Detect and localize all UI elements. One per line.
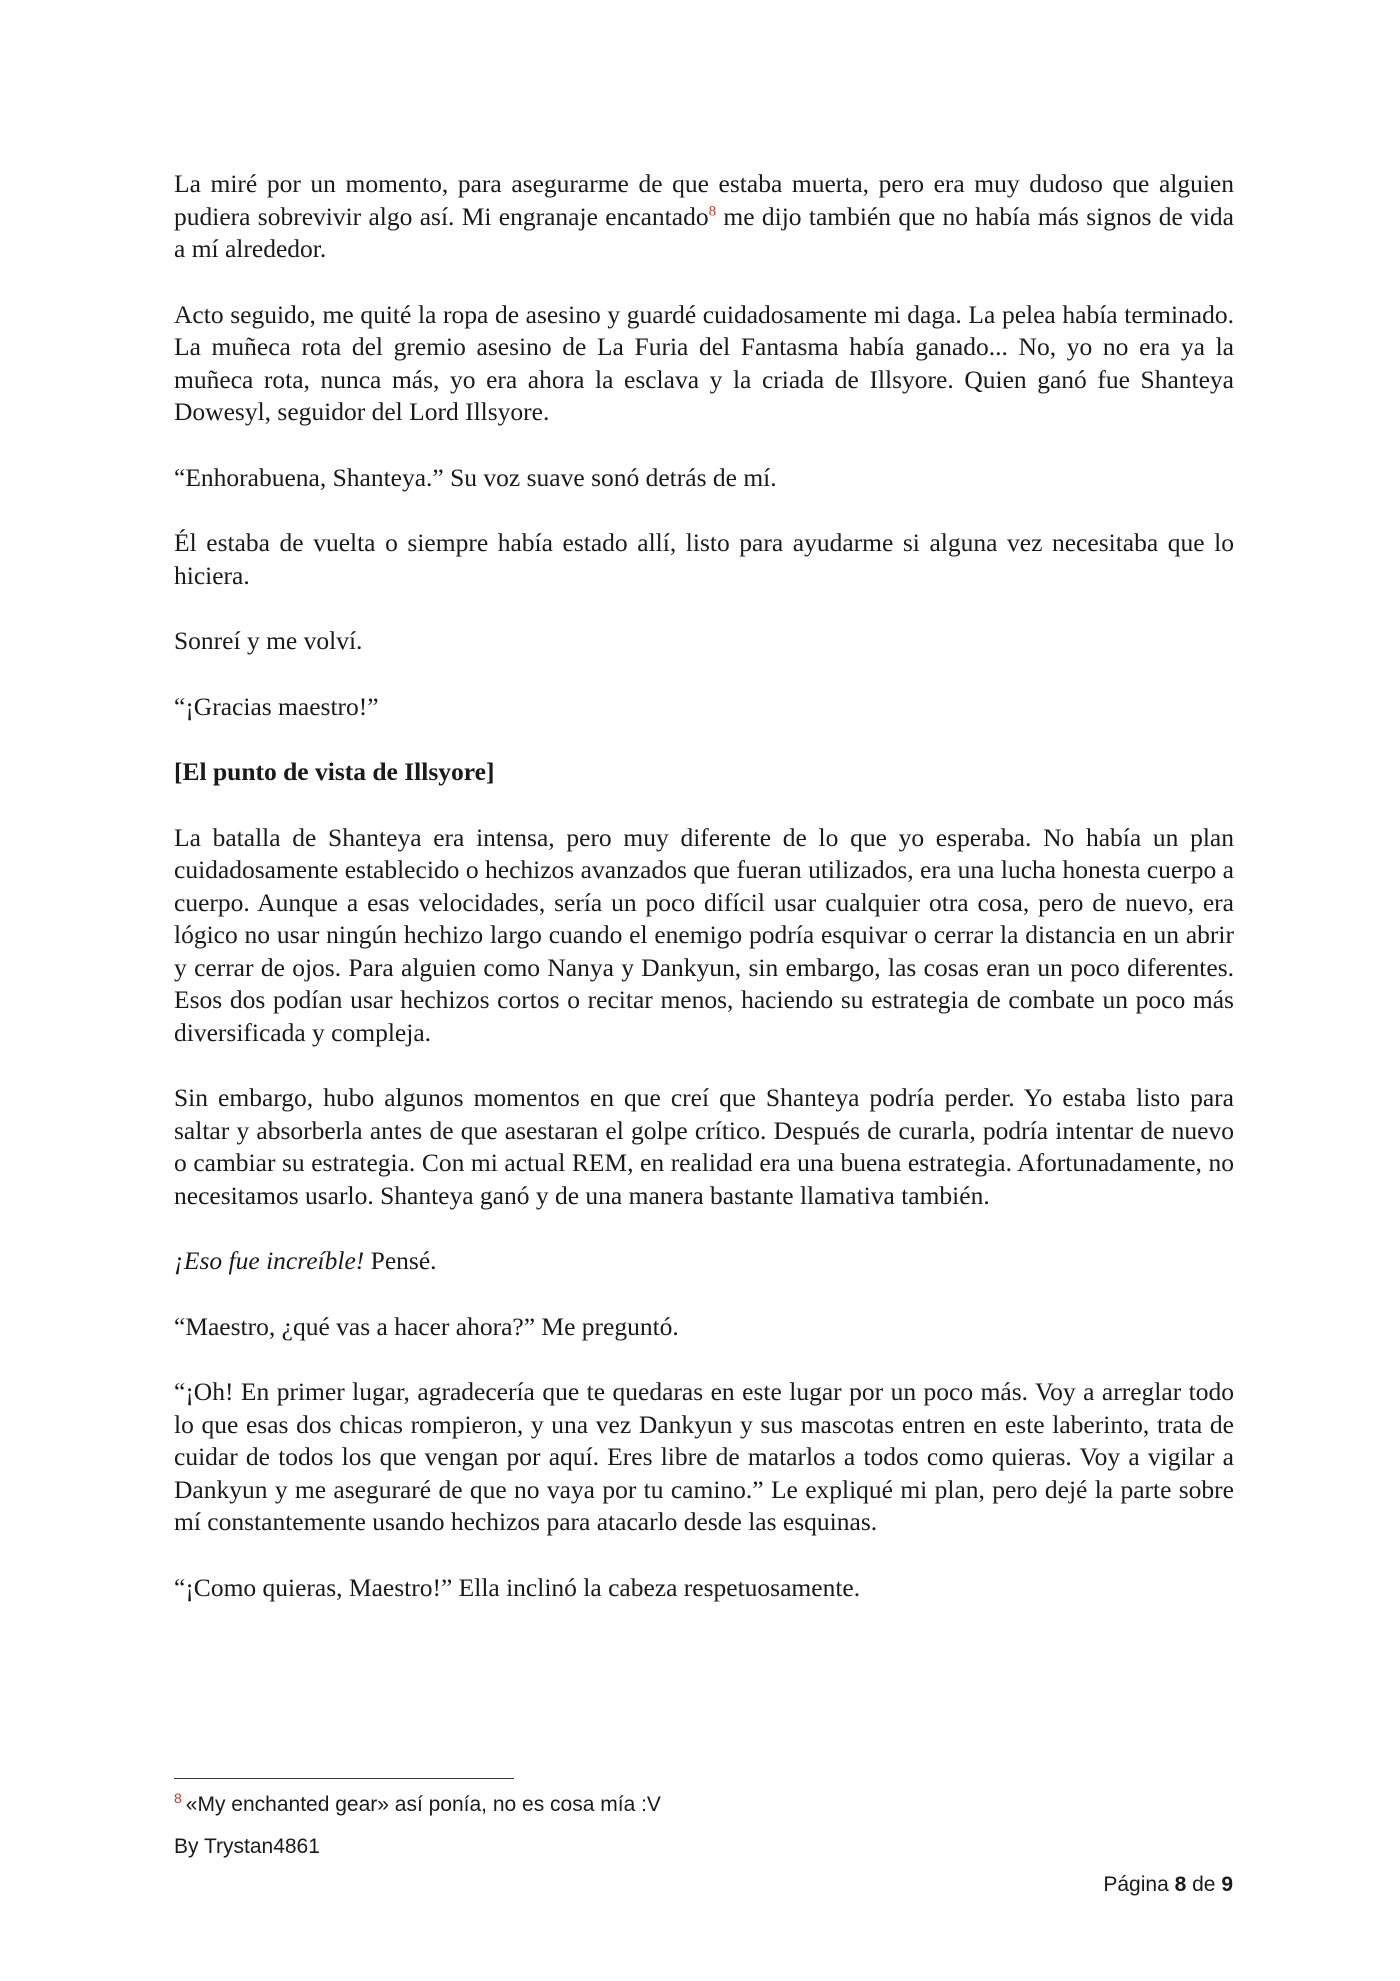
paragraph-9	[174, 1245, 1234, 1278]
paragraph-9-text: Pensé.	[364, 1246, 437, 1275]
page-current: 8	[1174, 1873, 1187, 1896]
byline: By Trystan4861	[174, 1835, 320, 1858]
paragraph-10: “Maestro, ¿qué vas a hacer ahora?” Me preguntó.	[174, 1311, 679, 1341]
paragraph-5: Sonreí y me volví.	[174, 626, 363, 655]
page-separator: de	[1186, 1873, 1222, 1896]
paragraph-2: Acto seguido, me quité la ropa de asesino y guardé cuidadosamente mi daga. La pelea había terminado. La muñeca rota del gremio asesino de La Furia del Fantasma había ganado... No, yo no era ya la muñeca rota, nunca más, yo era ahora la esclava y la criada de Illsyore. Quien ganó fue Shanteya Dowesyl, seguidor del Lord Illsyore.	[174, 299, 1234, 426]
page-label: Página	[1103, 1873, 1175, 1896]
paragraph-11: “¡Oh! En primer lugar, agradecería que te quedaras en este lugar por un poco más. Voy a arreglar todo lo que esas dos chicas rompieron, y una vez Dankyun y sus mascotas entren en este laberinto, trata de cuidar de todos los que vengan por aquí. Eres libre de matarlos a todos como quieras. Voy a vigilar a Dankyun y me aseguraré de que no vaya por tu camino.” Le expliqué mi plan, pero dejé la parte sobre mí constantemente usando hechizos para atacarlo desde las esquinas.	[174, 1377, 1234, 1536]
page-body	[174, 168, 1234, 1637]
page-total: 9	[1221, 1873, 1233, 1896]
page-number	[1103, 1870, 1233, 1900]
section-heading: [El punto de vista de Illsyore]	[174, 757, 495, 786]
footnote-reference[interactable]: 8	[708, 203, 717, 219]
paragraph-1-text-a: La miré por un momento, para asegurarme de que estaba muerta, pero era muy dudoso que alguien pudiera sobrevivir algo así. Mi engranaje encantado	[174, 169, 1234, 231]
paragraph-12: “¡Como quieras, Maestro!” Ella inclinó la cabeza respetuosamente.	[174, 1572, 861, 1602]
footnote-number: 8	[174, 1790, 182, 1806]
paragraph-9-italic: ¡Eso fue increíble!	[174, 1246, 365, 1275]
paragraph-6: “¡Gracias maestro!”	[174, 691, 379, 721]
paragraph-1	[174, 168, 1234, 266]
paragraph-1-text-b: me dijo también que no había más signos de vida a mí alrededor.	[174, 201, 1234, 263]
footnote	[174, 1790, 661, 1820]
paragraph-3: “Enhorabuena, Shanteya.” Su voz suave sonó detrás de mí.	[174, 462, 777, 492]
paragraph-4: Él estaba de vuelta o siempre había estado allí, listo para ayudarme si alguna vez necesitaba que lo hiciera.	[174, 528, 1234, 590]
footnote-divider	[174, 1778, 514, 1779]
paragraph-7: La batalla de Shanteya era intensa, pero muy diferente de lo que yo esperaba. No había un plan cuidadosamente establecido o hechizos avanzados que fueran utilizados, era una lucha honesta cuerpo a cuerpo. Aunque a esas velocidades, sería un poco difícil usar cualquier otra cosa, pero de nuevo, era lógico no usar ningún hechizo largo cuando el enemigo podría esquivar o cerrar la distancia en un abrir y cerrar de ojos. Para alguien como Nanya y Dankyun, sin embargo, las cosas eran un poco diferentes. Esos dos podían usar hechizos cortos o recitar menos, haciendo su estrategia de combate un poco más diversificada y compleja.	[174, 822, 1234, 1047]
paragraph-8: Sin embargo, hubo algunos momentos en que creí que Shanteya podría perder. Yo estaba listo para saltar y absorberla antes de que asestaran el golpe crítico. Después de curarla, podría intentar de nuevo o cambiar su estrategia. Con mi actual REM, en realidad era una buena estrategia. Afortunadamente, no necesitamos usarlo. Shanteya ganó y de una manera bastante llamativa también.	[174, 1083, 1234, 1210]
footnote-text: «My enchanted gear» así ponía, no es cosa mía :V	[185, 1793, 661, 1816]
